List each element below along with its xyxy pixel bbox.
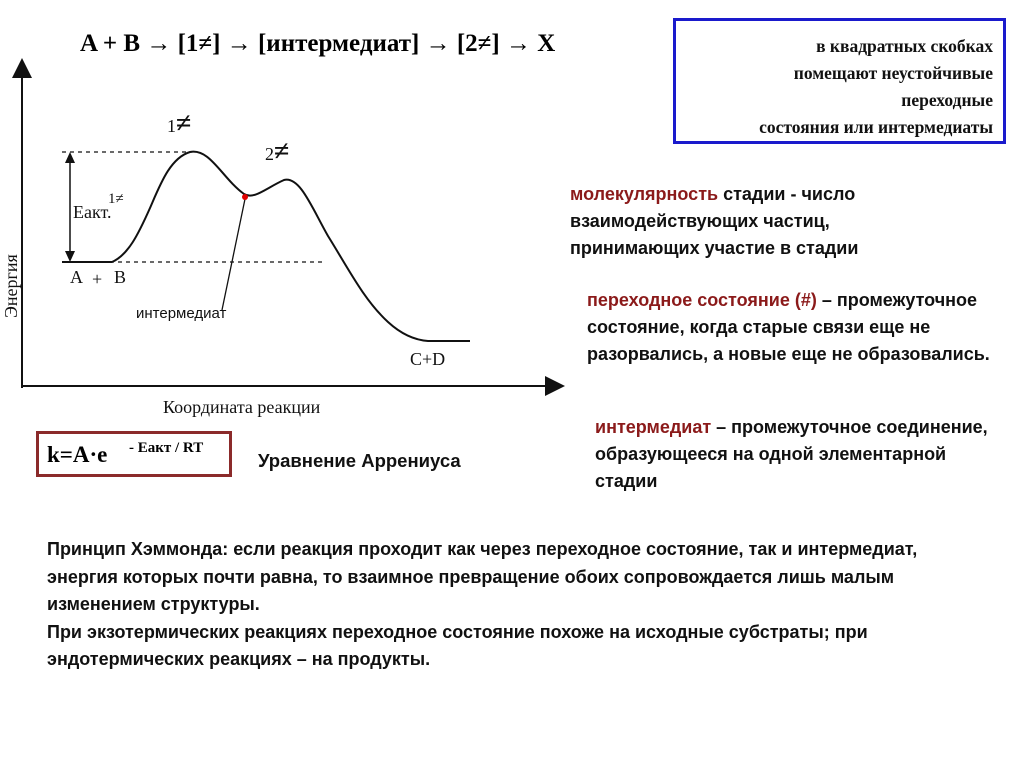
energy-diagram	[0, 55, 570, 425]
definition-text: – промежуточное состояние, когда старые связи еще не разорвались, а новые еще не образовались.	[587, 290, 990, 364]
reaction-scheme	[80, 30, 555, 58]
scheme-ts1: [1≠]	[177, 30, 221, 57]
definition-transition-state	[587, 287, 1007, 368]
scheme-arrow-4: →	[505, 30, 531, 57]
scheme-arrow-2: →	[226, 30, 252, 57]
intermediate-point	[242, 194, 248, 200]
scheme-arrow-3: →	[425, 30, 451, 57]
note-line: переходные	[901, 90, 993, 110]
eact-label: Eакт.	[73, 202, 112, 222]
peak1-label: 1≠	[167, 108, 192, 139]
scheme-reactants: A + B	[80, 30, 141, 57]
scheme-arrow-1: →	[146, 30, 172, 57]
eact-arrowhead-up	[65, 152, 75, 163]
hammond-paragraph: Принцип Хэммонда: если реакция проходит как через переходное состояние, так и интермедиат, энергия которых почти равна, то взаимное превращение обоих сопровождается лишь малым изменением структуры.	[47, 539, 918, 614]
reactants-a-label: A	[70, 267, 83, 287]
intermediate-label: интермедиат	[136, 305, 227, 322]
intermediate-pointer	[222, 199, 245, 310]
note-line: состояния или интермедиаты	[759, 117, 993, 137]
square-brackets-note	[673, 18, 1006, 144]
arrhenius-caption: Уравнение Аррениуса	[258, 450, 461, 471]
hammond-paragraph: При экзотермических реакциях переходное состояние похоже на исходные субстраты; при эндотермических реакциях – на продукты.	[47, 621, 868, 669]
definition-term: переходное состояние (#)	[587, 290, 817, 310]
definition-text: – промежуточное соединение, образующееся на одной элементарной стадии	[595, 417, 988, 491]
note-line: помещают неустойчивые	[793, 63, 993, 83]
reactants-b-label: B	[114, 267, 127, 287]
definition-intermediate	[595, 414, 995, 495]
scheme-intermediate: [интермедиат]	[257, 30, 420, 57]
peak2-label: 2≠	[265, 136, 290, 167]
scheme-product: X	[537, 30, 556, 57]
reactants-plus-label: +	[92, 269, 103, 289]
ts-symbol: ≠	[274, 136, 290, 167]
definition-molecularity	[570, 181, 930, 262]
arrhenius-formula-box	[36, 431, 232, 477]
eact-superscript: 1≠	[108, 191, 124, 207]
ts-symbol: ≠	[176, 108, 192, 139]
arrhenius-formula: k=A·e	[47, 442, 108, 467]
eact-arrowhead-down	[65, 251, 75, 262]
definition-text: стадии - число взаимодействующих частиц, принимающих участие в стадии	[570, 184, 859, 258]
reaction-curve	[62, 152, 470, 341]
note-line: в квадратных скобках	[816, 36, 993, 56]
definition-term: молекулярность	[570, 184, 719, 204]
y-axis-label: Энергия	[1, 254, 21, 318]
arrhenius-exponent: - Eакт / RT	[129, 440, 204, 456]
definition-term: интермедиат	[595, 417, 712, 437]
hammond-principle	[47, 536, 947, 674]
products-label: C+D	[410, 349, 446, 369]
scheme-ts2: [2≠]	[456, 30, 500, 57]
x-axis-label: Координата реакции	[163, 397, 321, 417]
